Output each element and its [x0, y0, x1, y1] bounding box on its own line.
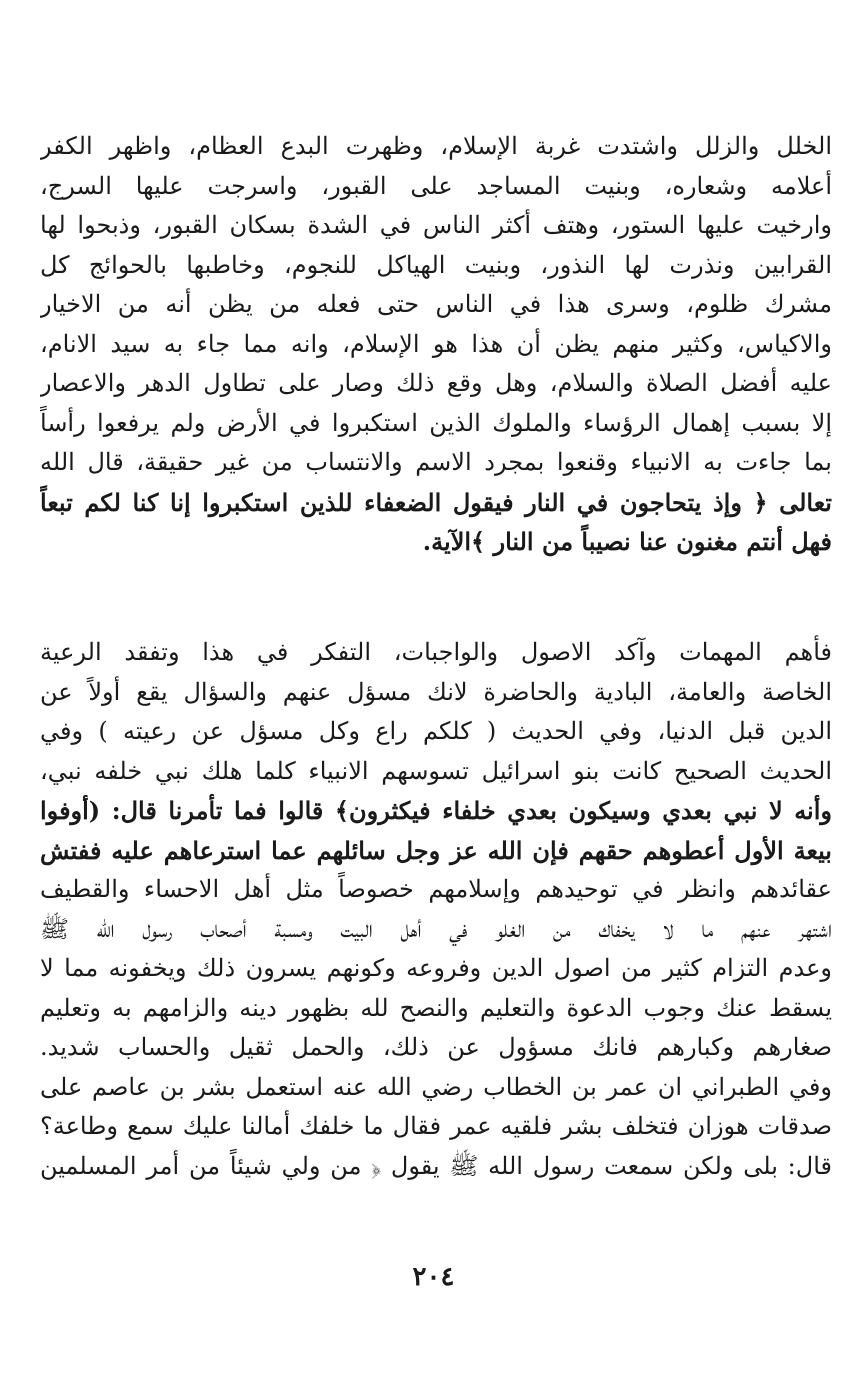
paragraph-2: [40, 633, 832, 1186]
quran-quote-line: فهل أنتم مغنون عنا نصيباً من النار ﴾الآية.: [422, 527, 832, 556]
quran-quote-line: تعالى ﴿ وإذ يتحاجون في النار فيقول الضعفاء للذين استكبروا إنا كنا لكم تبعاً: [40, 487, 832, 517]
text-line: اشتهر عنهم ما لا يخفاك من الغلو في أهل البيت ومسبة أصحاب رسول الله ﷺ: [40, 914, 832, 943]
text-line: صغارهم وكبارهم فانك مسؤول عن ذلك، والحمل ثقيل والحساب شديد.: [40, 1033, 832, 1061]
text-line: الخاصة والعامة، البادية والحاضرة لانك مسؤل عنهم والسؤال يقع أولاً عن: [40, 677, 832, 706]
text-line: فأهم المهمات وآكد الاصول والواجبات، التفكر في هذا وتفقد الرعية: [40, 638, 832, 666]
text-line: عقائدهم وانظر في توحيدهم وإسلامهم خصوصاً مثل أهل الاحساء والقطيف: [40, 875, 832, 903]
text-line: الخلل والزلل واشتدت غربة الإسلام، وظهرت البدع العظام، واظهر الكفر: [40, 132, 832, 160]
text-line: أعلامه وشعاره، وبنيت المساجد على القبور، واسرجت عليها السرج،: [40, 171, 832, 200]
hadith-quote-line: بيعة الأول أعطوهم حقهم فإن الله عز وجل سائلهم عما استرعاهم عليه ففتش: [40, 835, 832, 865]
text-line: إلا بسبب إهمال الرؤساء والملوك الذين استكبروا في الأرض ولم يرفعوا رأساً: [40, 408, 832, 437]
text-line: وعدم التزام كثير من اصول الدين وفروعه وكونهم يسرون ذلك ويخفونه مما لا: [40, 954, 832, 982]
paragraph-1: [40, 127, 832, 562]
text-line: قال: بلى ولكن سمعت رسول الله ﷺ يقول ﴿ من ولي شيئاً من أمر المسلمين: [40, 1151, 832, 1180]
text-line: الدين قبل الدنيا، وفي الحديث ( كلكم راع وكل مسؤل عن رعيته ) وفي: [40, 717, 832, 745]
text-line: والاكياس، وكثير منهم يظن أن هذا هو الإسلام، وانه مما جاء به سيد الانام،: [40, 329, 832, 358]
hadith-quote-line: وأنه لا نبي بعدي وسيكون بعدي خلفاء فيكثرون﴾ قالوا فما تأمرنا قال: (أوفوا: [40, 796, 832, 825]
text-line: وفي الطبراني ان عمر بن الخطاب رضي الله عنه استعمل بشر بن عاصم على: [40, 1072, 832, 1101]
text-line: وارخيت عليها الستور، وهتف أكثر الناس في الشدة بسكان القبور، وذبحوا لها: [40, 211, 832, 239]
text-line: القرابين ونذرت لها النذور، وبنيت الهياكل للنجوم، وخاطبها بالحوائج كل: [40, 250, 832, 279]
text-line: مشرك ظلوم، وسرى هذا في الناس حتى فعله من يظن أنه من الاخيار: [40, 290, 832, 318]
text-line: صدقات هوزان فتخلف بشر فلقيه عمر فقال ما خلفك أمالنا عليك سمع وطاعة؟: [40, 1112, 832, 1140]
text-line: الحديث الصحيح كانت بنو اسرائيل تسوسهم الانبياء كلما هلك نبي خلفه نبي،: [40, 756, 832, 785]
text-line: بما جاءت به الانبياء وقنعوا بمجرد الاسم والانتساب من غير حقيقة، قال الله: [40, 448, 832, 476]
text-line: عليه أفضل الصلاة والسلام، وهل وقع ذلك وصار على تطاول الدهر والاعصار: [40, 369, 832, 397]
page-number: ٢٠٤: [412, 1262, 455, 1292]
text-line: يسقط عنك وجوب الدعوة والتعليم والنصح لله بظهور دينه والزامهم به وتعليم: [40, 993, 832, 1022]
